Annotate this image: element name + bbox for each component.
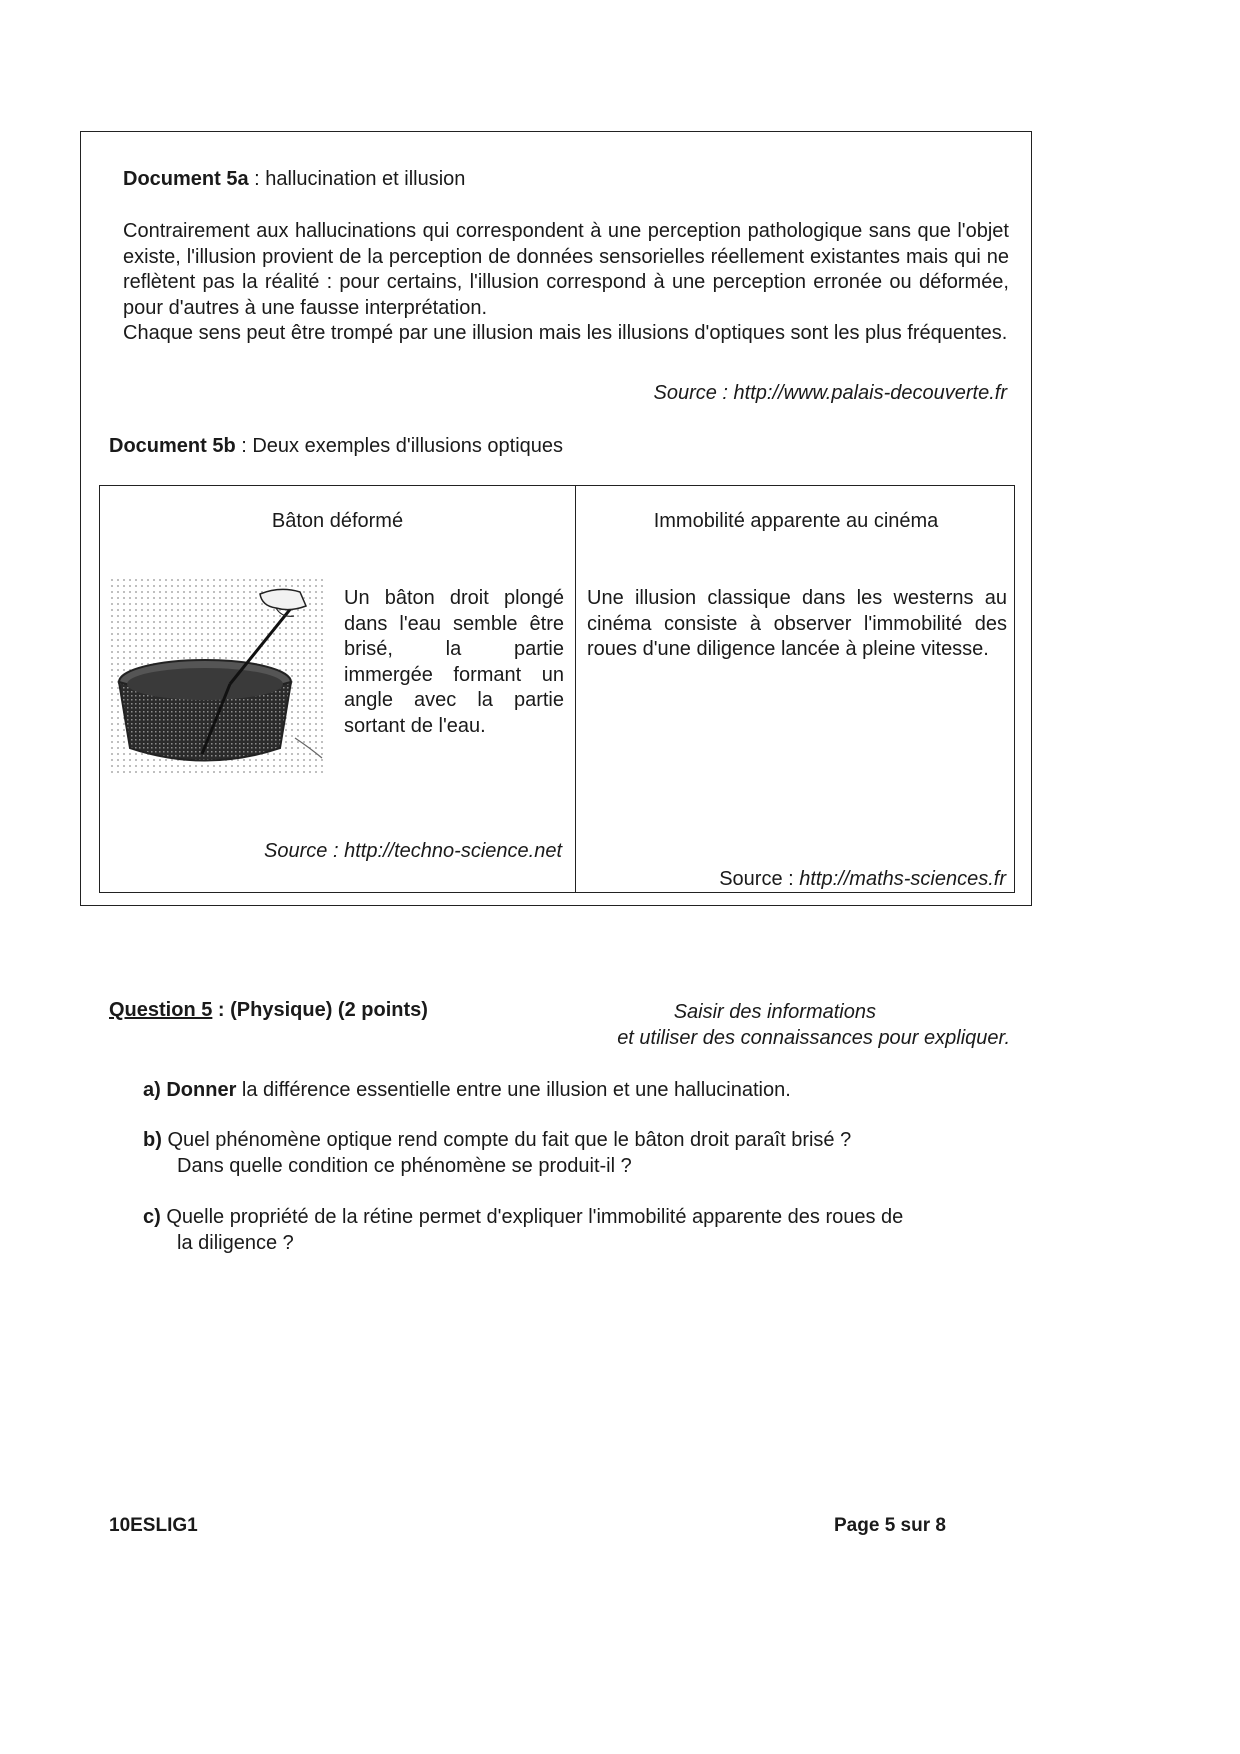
- column-2-source-prefix: Source :: [719, 868, 800, 890]
- stick-in-water-illustration: [110, 578, 325, 774]
- column-2-source-link: http://maths-sciences.fr: [799, 868, 1006, 890]
- question-5a: a) Donner la différence essentielle entre une illusion et une hallucination.: [143, 1079, 791, 1101]
- document-5a-body: [123, 219, 1009, 347]
- document-5a-paragraph-1: Contrairement aux hallucinations qui correspondent à une perception pathologique sans que l'objet existe, l'illusion provient de la perception de données sensorielles réellement existantes mais qui ne reflètent pas la réalité : pour certains, l'illusion correspond à une perception erronée ou déformée, pour d'autres à une fausse interprétation.: [123, 220, 1009, 319]
- question-5c: c) Quelle propriété de la rétine permet d'expliquer l'immobilité apparente des roues de la diligence ?: [143, 1206, 904, 1254]
- column-1-text: Un bâton droit plongé dans l'eau semble être brisé, la partie immergée formant un angle avec la partie sortant de l'eau.: [344, 587, 564, 737]
- illusions-table: [99, 485, 1015, 893]
- question-5b: b) Quel phénomène optique rend compte du fait que le bâton droit paraît brisé ? Dans quelle condition ce phénomène se produit-il ?: [143, 1129, 852, 1177]
- document-5b-title: Document 5b : Deux exemples d'illusions optiques: [109, 435, 564, 457]
- table-divider: [575, 486, 576, 892]
- column-2-heading: Immobilité apparente au cinéma: [653, 510, 939, 532]
- document-5a-paragraph-2: Chaque sens peut être trompé par une illusion mais les illusions d'optiques sont les plus fréquentes.: [123, 322, 1008, 344]
- document-5a-title: Document 5a : hallucination et illusion: [123, 168, 466, 190]
- column-1-heading: Bâton déformé: [271, 510, 404, 532]
- footer-code: 10ESLIG1: [109, 1515, 198, 1536]
- documents-frame: [80, 131, 1032, 906]
- column-1-source: Source : http://techno-science.net: [264, 840, 562, 862]
- question-5-title: Question 5 : (Physique) (2 points): [109, 999, 428, 1021]
- column-2-text: Une illusion classique dans les westerns au cinéma consiste à observer l'immobilité des roues d'une diligence lancée à pleine vitesse.: [587, 587, 1007, 660]
- question-5-skills: Saisir des informations et utiliser des connaissances pour expliquer.: [617, 1001, 1010, 1049]
- footer-page-number: Page 5 sur 8: [834, 1515, 946, 1536]
- column-2-source: [719, 868, 1006, 891]
- document-5a-source: Source : http://www.palais-decouverte.fr: [653, 382, 1007, 404]
